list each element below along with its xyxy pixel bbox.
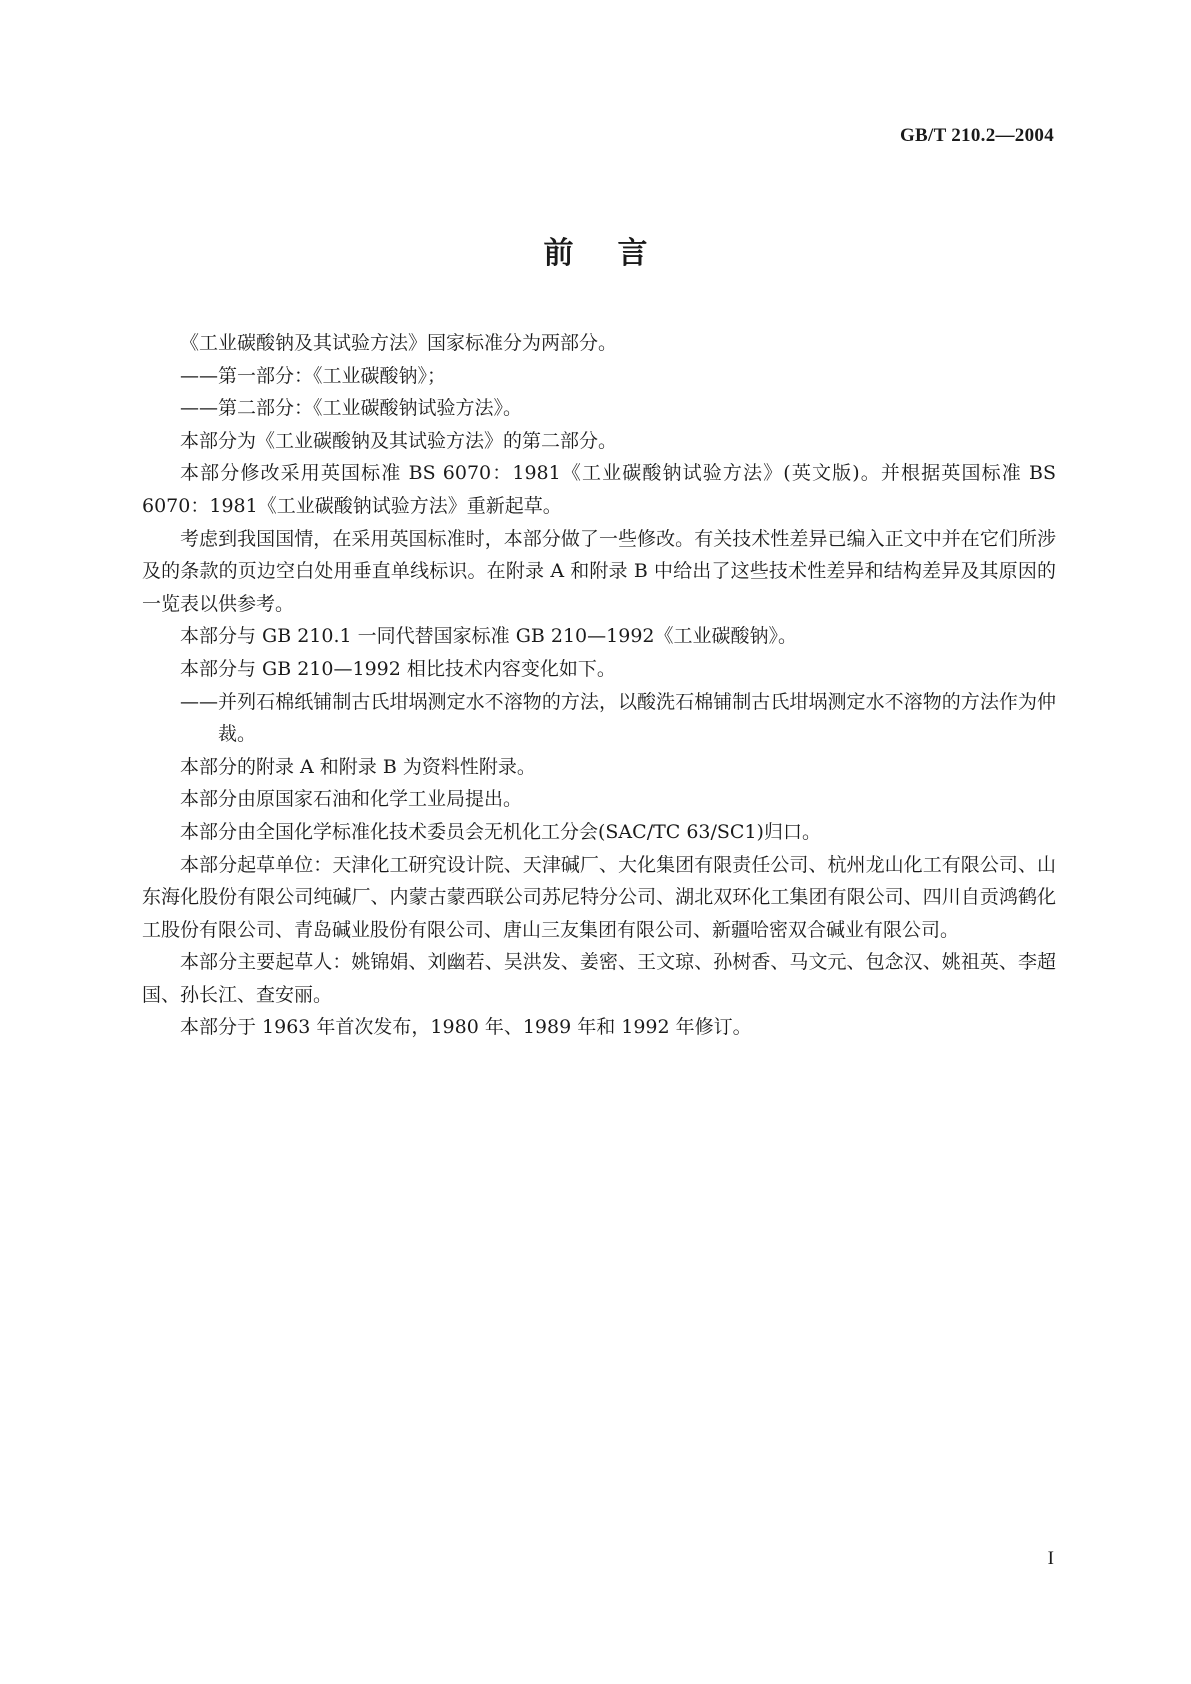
paragraph-part-one: ——第一部分：《工业碳酸钠》；	[180, 364, 447, 387]
paragraph-adoption: 本部分修改采用英国标准 BS 6070：1981《工业碳酸钠试验方法》(英文版)。并根据英国标准 BS 6070：1981《工业碳酸钠试验方法》重新起草。	[142, 462, 1056, 517]
page-number: I	[1047, 1548, 1054, 1569]
paragraph-annexes: 本部分的附录 A 和附录 B 为资料性附录。	[180, 755, 536, 778]
paragraph-drafting-units: 本部分起草单位：天津化工研究设计院、天津碱厂、大化集团有限责任公司、杭州龙山化工有限公司、山东海化股份有限公司纯碱厂、内蒙古蒙西联公司苏尼特分公司、湖北双环化工集团有限公司、四川自贡鸿鹤化工股份有限公司、青岛碱业股份有限公司、唐山三友集团有限公司、新疆哈密双合碱业有限公司。	[142, 853, 1056, 941]
paragraph-part-two: ——第二部分：《工业碳酸钠试验方法》。	[180, 397, 523, 420]
paragraph-change-item: ——并列石棉纸铺制古氏坩埚测定水不溶物的方法，以酸洗石棉铺制古氏坩埚测定水不溶物的方法作为仲裁。	[180, 690, 1056, 746]
paragraph-this-part: 本部分为《工业碳酸钠及其试验方法》的第二部分。	[180, 429, 618, 452]
paragraph-history: 本部分于 1963 年首次发布，1980 年、1989 年和 1992 年修订。	[180, 1016, 752, 1039]
paragraph-proposed-by: 本部分由原国家石油和化学工业局提出。	[180, 788, 523, 811]
page-title: 前言	[543, 236, 692, 271]
paragraph-drafters: 本部分主要起草人：姚锦娟、刘幽若、吴洪发、姜密、王文琼、孙树香、马文元、包念汉、姚祖英、李超国、孙长江、查安丽。	[142, 951, 1056, 1006]
paragraph-differences: 考虑到我国国情，在采用英国标准时，本部分做了一些修改。有关技术性差异已编入正文中并在它们所涉及的条款的页边空白处用垂直单线标识。在附录 A 和附录 B 中给出了这些技术性差异和结构差异及其原因的一览表以供参考。	[142, 527, 1056, 615]
paragraph-centralized-by: 本部分由全国化学标准化技术委员会无机化工分会(SAC/TC 63/SC1)归口。	[180, 820, 821, 843]
paragraph-replaces: 本部分与 GB 210.1 一同代替国家标准 GB 210—1992《工业碳酸钠》。	[180, 625, 797, 648]
paragraph-intro: 《工业碳酸钠及其试验方法》国家标准分为两部分。	[180, 332, 618, 354]
paragraph-changes: 本部分与 GB 210—1992 相比技术内容变化如下。	[180, 657, 616, 680]
foreword-body	[142, 327, 1056, 1044]
standard-code: GB/T 210.2—2004	[899, 125, 1054, 146]
